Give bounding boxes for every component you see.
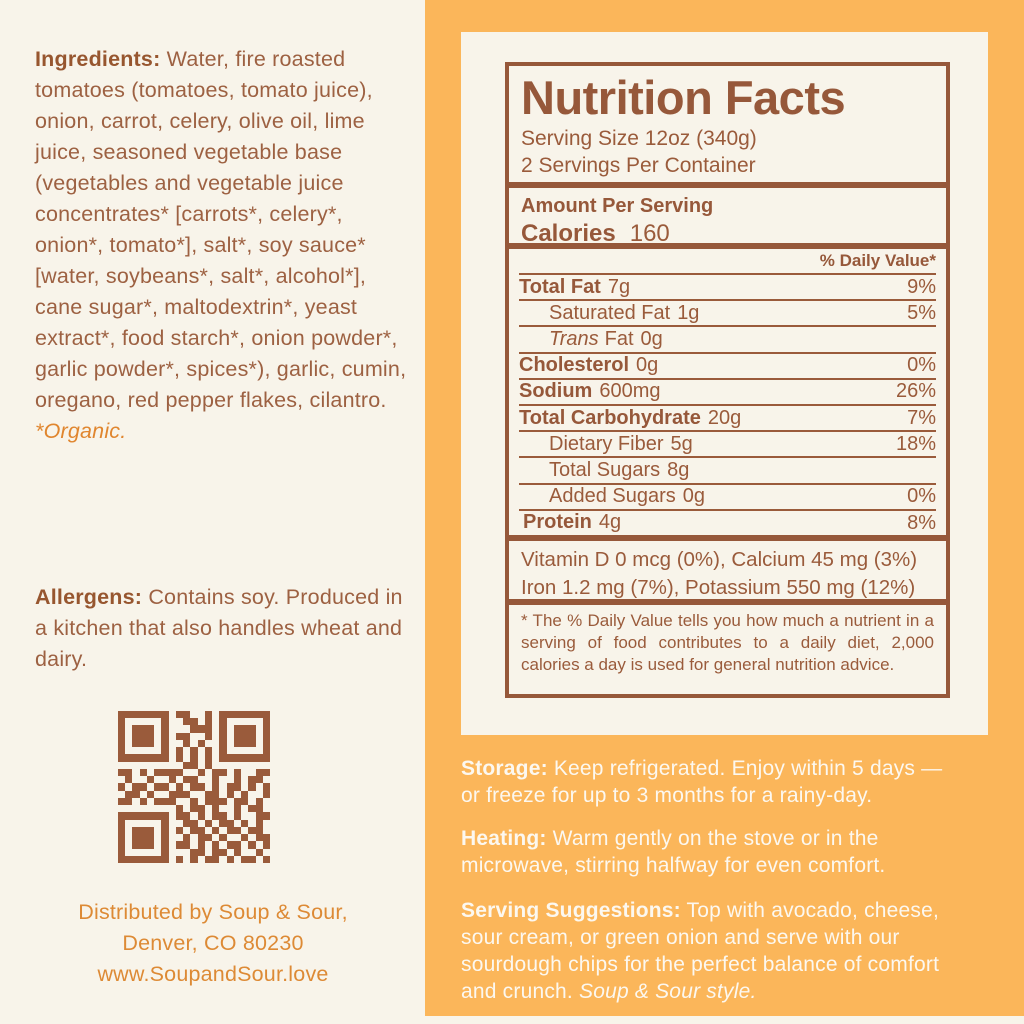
- ingredients-body: Water, fire roasted tomatoes (tomatoes, tomato juice), onion, carrot, celery, olive oil, lime juice, seasoned vegetable base (vegetables and vegetable juice concentrates* [carrots*, celery*, onion*, tomato*], salt*, soy sauce* [water, soybeans*, salt*, alcohol*], cane sugar*, maltodextrin*, yeast extract*, food starch*, onion powder*, garlic powder*, spices*), garlic, cumin, oregano, red pepper flakes, cilantro.: [35, 47, 407, 412]
- storage-paragraph: [461, 755, 959, 809]
- right-panel: [425, 0, 1024, 1016]
- nutrient-row-added-sugars: [519, 485, 936, 511]
- amount-per-serving-label: Amount Per Serving: [521, 195, 714, 217]
- heating-body: Warm gently on the stove or in the microwave, stirring halfway for even comfort.: [461, 827, 886, 877]
- ingredients-label: Ingredients:: [35, 47, 161, 71]
- distributor-city-line: Denver, CO 80230: [122, 931, 304, 955]
- nutrient-dv: 9%: [907, 275, 936, 298]
- nutrient-name: Total Carbohydrate 20g: [519, 406, 742, 429]
- nutrition-facts-title: Nutrition Facts: [521, 71, 846, 124]
- nutrient-name: Total Sugars 8g: [549, 459, 690, 482]
- nutrient-name: Saturated Fat 1g: [549, 301, 700, 324]
- nutrient-row-dietary-fiber: [519, 432, 936, 458]
- nutrient-dv: 5%: [907, 301, 936, 324]
- storage-label: Storage:: [461, 757, 548, 780]
- nutrient-dv: 18%: [895, 432, 936, 455]
- nutrient-row-sodium: [519, 380, 936, 406]
- calories-label: Calories: [521, 220, 616, 247]
- storage-body: Keep refrigerated. Enjoy within 5 days — or freeze for up to 3 months for a rainy-day.: [461, 757, 943, 807]
- heating-label: Heating:: [461, 827, 547, 850]
- vitamins-line: Vitamin D 0 mcg (0%), Calcium 45 mg (3%): [521, 548, 918, 571]
- nutrient-row-total-carbohydrate: [519, 406, 936, 432]
- nutrient-name: Added Sugars 0g: [549, 485, 706, 508]
- nutrient-name: Protein 4g: [523, 511, 622, 534]
- calories-value: 160: [629, 220, 670, 247]
- nutrient-row-trans-fat: [519, 327, 936, 353]
- nutrient-dv: 7%: [907, 406, 936, 429]
- allergens-label: Allergens:: [35, 585, 143, 609]
- daily-value-header: % Daily Value*: [519, 249, 936, 275]
- nutrient-name: Sodium 600mg: [519, 380, 661, 403]
- distributor-line: Distributed by Soup & Sour,: [78, 900, 348, 924]
- amount-per-serving-section: [509, 182, 946, 247]
- nutrition-facts-label: [505, 62, 950, 698]
- nutrient-row-saturated-fat: [519, 301, 936, 327]
- brand-style-note: Soup & Sour style.: [578, 980, 757, 1003]
- nutrients-table: [509, 243, 946, 535]
- distributor-info: [18, 897, 408, 990]
- nutrient-dv: 0%: [907, 354, 936, 377]
- left-panel: [0, 0, 425, 1024]
- serving-suggestions-label: Serving Suggestions:: [461, 899, 681, 922]
- vitamins-section: [509, 535, 946, 599]
- allergens-body: Contains soy. Produced in a kitchen that also handles wheat and dairy.: [35, 585, 403, 671]
- website-url: www.SoupandSour.love: [97, 962, 329, 986]
- nutrient-row-protein: [519, 511, 936, 535]
- nutrient-row-total-fat: [519, 275, 936, 301]
- serving-suggestions-paragraph: [461, 897, 959, 1005]
- vitamins-line: Iron 1.2 mg (7%), Potassium 550 mg (12%): [521, 576, 916, 599]
- nutrition-header-section: [509, 66, 946, 182]
- serving-suggestions-body: Top with avocado, cheese, sour cream, or green onion and serve with our sourdough chips for the perfect balance of comfort and crunch.: [461, 899, 940, 1003]
- servings-per-container: 2 Servings Per Container: [521, 154, 756, 177]
- heating-paragraph: [461, 825, 959, 879]
- nutrient-dv: 26%: [895, 380, 936, 403]
- nutrition-card: [461, 32, 988, 735]
- nutrient-name: Total Fat 7g: [519, 275, 631, 298]
- nutrient-dv: 8%: [907, 511, 936, 534]
- nutrient-name: Trans Fat 0g: [549, 328, 663, 350]
- serving-size: Serving Size 12oz (340g): [521, 127, 757, 150]
- nutrient-name: Dietary Fiber 5g: [549, 432, 693, 455]
- nutrient-row-total-sugars: [519, 458, 936, 484]
- nutrient-name: Cholesterol 0g: [519, 354, 659, 377]
- nutrient-row-cholesterol: [519, 354, 936, 380]
- allergens-paragraph: [35, 582, 407, 675]
- qr-code: [118, 711, 270, 863]
- nutrient-dv: 0%: [907, 485, 936, 508]
- ingredients-paragraph: [35, 44, 407, 447]
- organic-note: *Organic.: [35, 419, 127, 443]
- daily-value-footnote: * The % Daily Value tells you how much a nutrient in a serving of food contributes to a daily diet, 2,000 calories a day is used for general nutrition advice.: [509, 599, 946, 670]
